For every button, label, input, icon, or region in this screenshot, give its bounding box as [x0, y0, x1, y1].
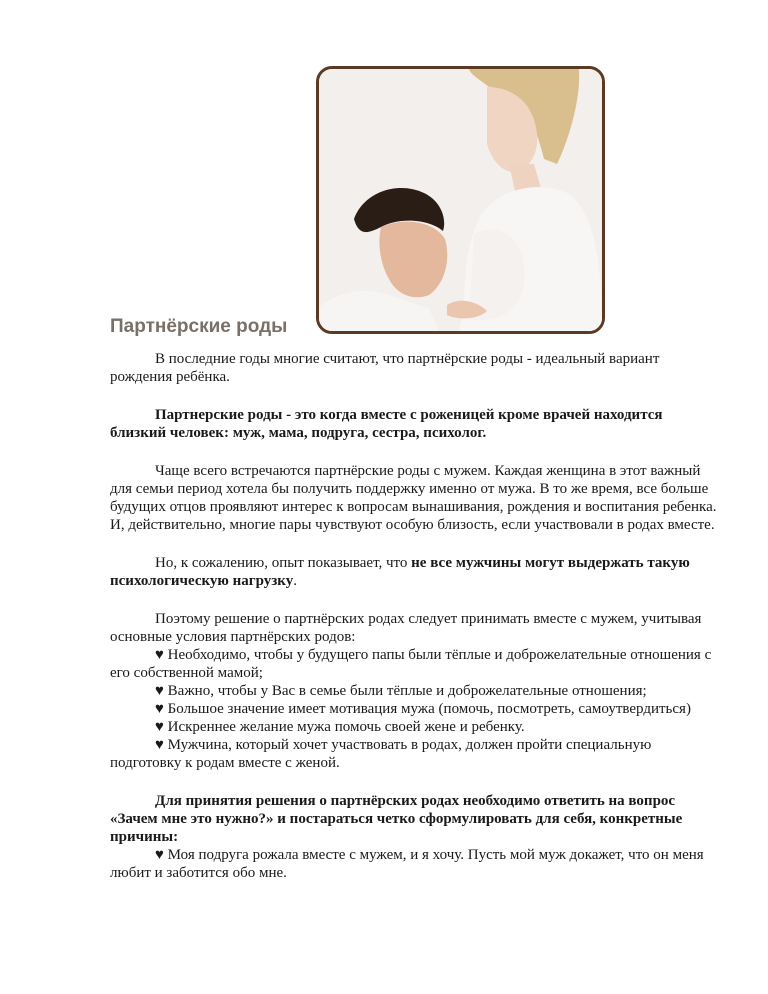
- paragraph-intro: В последние годы многие считают, что партнёрские роды - идеальный вариант рождения ребёнка.: [110, 351, 660, 385]
- warning-bold-text: не все мужчины могут выдержать такую психологическую нагрузку: [110, 555, 690, 589]
- paragraph-warning: [110, 554, 720, 590]
- paragraph-husband: Чаще всего встречаются партнёрские роды с мужем. Каждая женщина в этот важный для семьи период хотела бы получить поддержку именно от мужа. В то же время, все больше будущих отцов проявляют интерес к вопросам вынашивания, рождения и воспитания ребенка. И, действительно, многие пары чувствуют особую близость, если участвовали в родах вместе.: [110, 463, 717, 533]
- list-item: ♥ Необходимо, чтобы у будущего папы были тёплые и доброжелательные отношения с его собственной мамой;: [110, 647, 712, 681]
- article-body: [110, 350, 720, 902]
- list-item: ♥ Искреннее желание мужа помочь своей жене и ребенку.: [155, 719, 525, 735]
- reasons-question: Для принятия решения о партнёрских родах необходимо ответить на вопрос «Зачем мне это нужно?» и постараться четко сформулировать для себя, конкретные причины:: [110, 793, 683, 845]
- reasons-intro: [110, 792, 720, 846]
- definition-text: Партнерские роды - это когда вместе с роженицей кроме врачей находится близкий человек: муж, мама, подруга, сестра, психолог.: [110, 407, 663, 441]
- list-item: ♥ Мужчина, который хочет участвовать в родах, должен пройти специальную подготовку к родам вместе с женой.: [110, 737, 652, 771]
- list-item: ♥ Большое значение имеет мотивация мужа (помочь, посмотреть, самоутвердиться): [155, 701, 691, 717]
- warning-text: Но, к сожалению, опыт показывает, что: [155, 555, 412, 571]
- paragraph-definition: [110, 406, 720, 442]
- reasons-block: [110, 792, 720, 882]
- warning-end: .: [293, 573, 297, 589]
- couple-photo-illustration: [319, 69, 602, 331]
- page-title: Партнёрские роды: [110, 316, 288, 337]
- conditions-block: [110, 610, 720, 772]
- conditions-intro: Поэтому решение о партнёрских родах следует принимать вместе с мужем, учитывая основные условия партнёрских родов:: [110, 611, 702, 645]
- list-item: ♥ Важно, чтобы у Вас в семье были тёплые и доброжелательные отношения;: [155, 683, 647, 699]
- list-item: ♥ Моя подруга рожала вместе с мужем, и я хочу. Пусть мой муж докажет, что он меня любит и заботится обо мне.: [110, 847, 704, 881]
- couple-photo: [316, 66, 605, 334]
